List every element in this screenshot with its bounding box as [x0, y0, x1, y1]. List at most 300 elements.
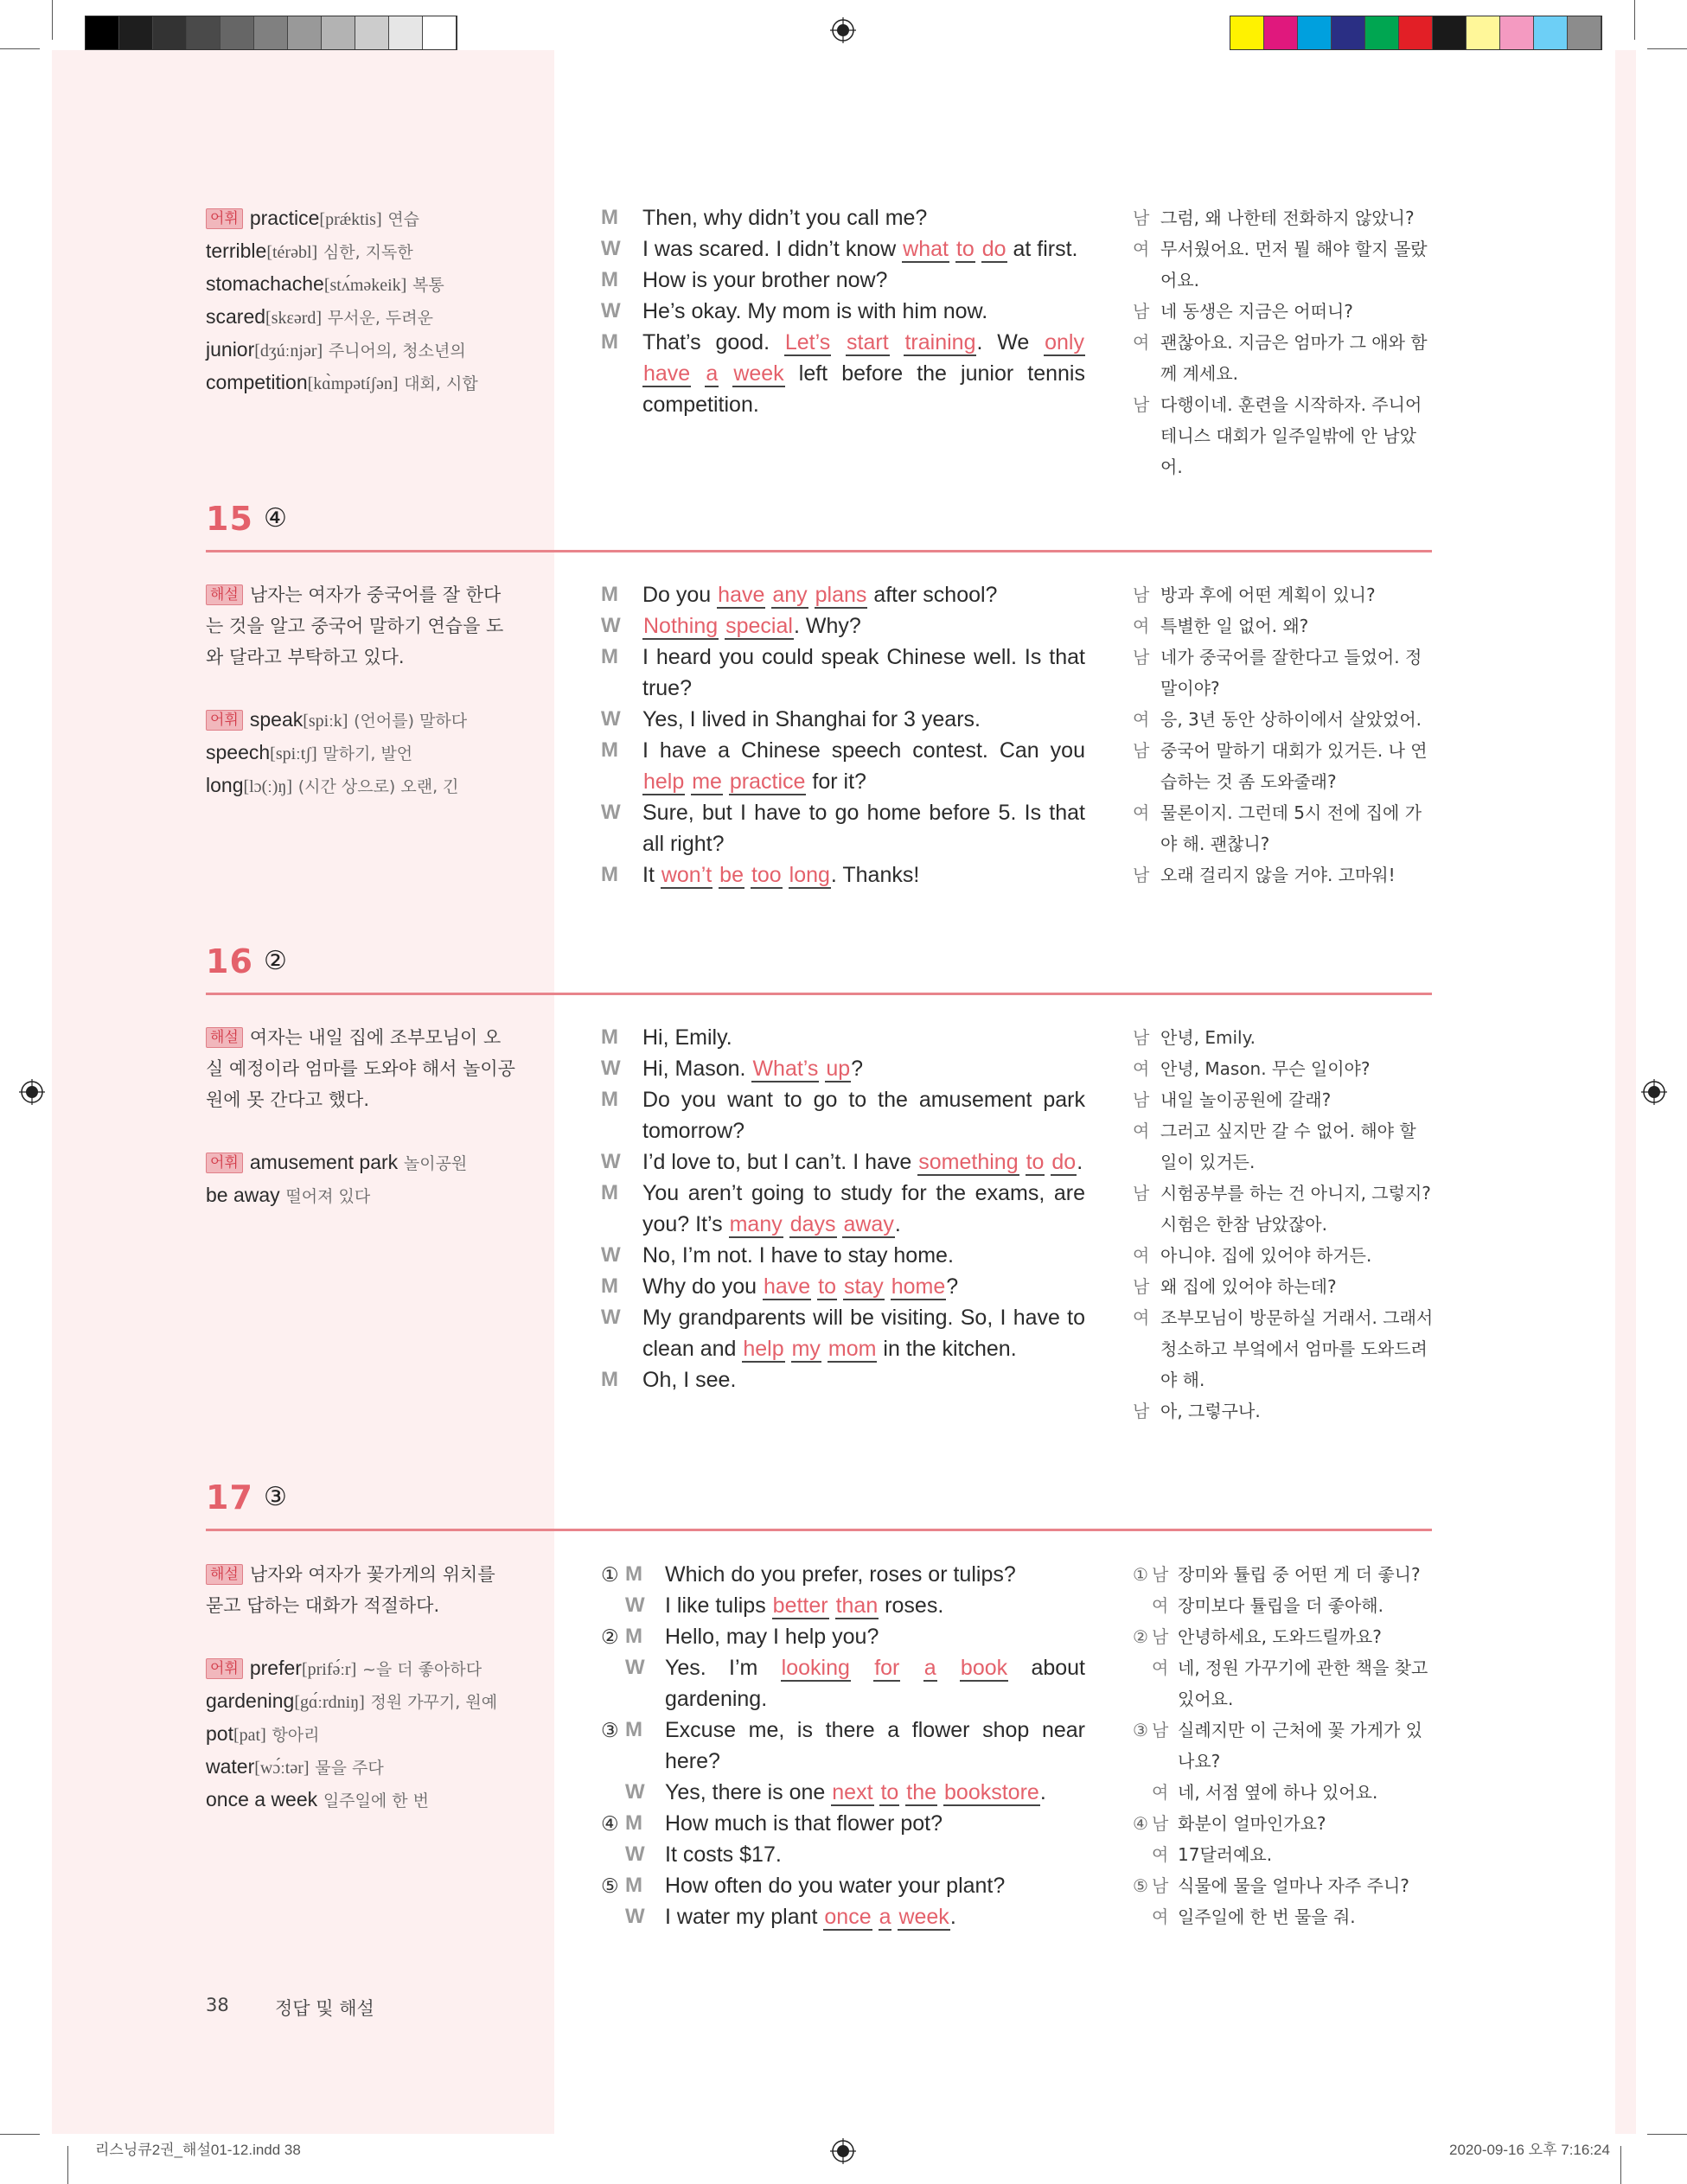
dialog-line: [601, 1178, 1085, 1240]
speaker-label: 여: [1152, 1782, 1169, 1803]
vocab-word: junior: [206, 338, 255, 361]
translation-text: 아, 그렇구나.: [1160, 1401, 1261, 1421]
translation-line: [1133, 704, 1435, 735]
translation-line: [1133, 1053, 1435, 1084]
dialog-text: I’d love to, but I can’t. I have: [642, 1150, 918, 1174]
vocab-word: speak: [249, 708, 304, 731]
translation-text: 조부모님이 방문하실 거래서. 그래서 청소하고 부엌에서 엄마를 도와드려야 해.: [1160, 1307, 1434, 1390]
speaker-label: 남: [1133, 301, 1150, 322]
vocab-ipa: [stʌ́məkeik]: [323, 276, 407, 295]
blank-answer: away: [843, 1212, 894, 1236]
crop-mark: [52, 0, 53, 40]
vocab-meaning: (언어를) 말하다: [354, 712, 468, 731]
speaker-label: W: [601, 1243, 621, 1267]
speaker-label: M: [625, 1718, 642, 1741]
translation-line: [1133, 1621, 1435, 1652]
speaker-label: 여: [1152, 1595, 1169, 1616]
dialog-text: I have a Chinese speech contest. Can you: [642, 738, 1085, 763]
blank-answer: have: [718, 583, 765, 607]
speaker-label: 여: [1133, 1121, 1150, 1141]
translation-line: [1133, 1901, 1435, 1932]
vocab-meaning: 대회, 시합: [404, 374, 478, 393]
color-swatch: [1500, 16, 1534, 49]
color-swatch: [1534, 16, 1568, 49]
dialog-text: He’s okay. My mom is with him now.: [642, 299, 988, 323]
vocab-meaning: 연습: [387, 210, 420, 229]
dialog-line: [601, 1590, 1085, 1621]
explanation-text: 남자와 여자가 꽃가게의 위치를 묻고 답하는 대화가 적절하다.: [206, 1564, 495, 1616]
color-swatch: [1230, 16, 1264, 49]
q16-dialog: [601, 1022, 1085, 1395]
speaker-label: M: [625, 1811, 642, 1835]
blank-answer: any: [772, 583, 808, 607]
q17-dialog: [601, 1559, 1085, 1932]
grayscale-color-bar: [85, 16, 457, 50]
dialog-text: after school?: [867, 583, 998, 607]
dialog-line: [601, 1777, 1085, 1808]
dialog-text: left before the junior tennis competition.: [642, 361, 1085, 417]
gray-swatch: [153, 16, 187, 49]
dialog-text: Sure, but I have to go home before 5. Is that all right?: [642, 801, 1085, 856]
explanation-text: 남자는 여자가 중국어를 잘 한다는 것을 알고 중국어 말하기 연습을 도와 달라고 부탁하고 있다.: [206, 584, 504, 667]
vocab-word: pot: [206, 1722, 233, 1745]
blank-answer: home: [891, 1274, 946, 1299]
speaker-label: W: [625, 1780, 645, 1804]
speaker-label: 여: [1152, 1844, 1169, 1865]
speaker-label: M: [601, 330, 618, 354]
blank-answer: what: [903, 237, 949, 261]
crop-mark: [0, 2134, 40, 2135]
dialog-line: [601, 642, 1085, 704]
speaker-label: M: [601, 1181, 618, 1204]
choice-number: ②: [601, 1625, 619, 1648]
gray-swatch: [119, 16, 153, 49]
vocab-tag: 어휘: [206, 1153, 243, 1173]
speaker-label: W: [601, 1306, 621, 1329]
translation-text: 장미와 튤립 중 어떤 게 더 좋니?: [1178, 1564, 1421, 1585]
blank-answer: mom: [828, 1337, 877, 1361]
translation-line: [1133, 1395, 1435, 1427]
speaker-label: 여: [1133, 1307, 1150, 1328]
answer-choice: ③: [264, 1482, 287, 1512]
choice-number: ③: [601, 1719, 619, 1741]
translation-line: [1133, 1084, 1435, 1115]
speaker-label: W: [601, 801, 621, 824]
crop-mark: [67, 2146, 68, 2184]
dialog-text: ?: [946, 1274, 959, 1299]
color-swatch: [1298, 16, 1332, 49]
speaker-label: M: [601, 1025, 618, 1049]
dialog-text: My grandparents will be visiting. So, I have to clean and: [642, 1306, 1085, 1361]
blank-answer: special: [725, 614, 793, 638]
speaker-label: 남: [1133, 1401, 1150, 1421]
top-vocab-box: [206, 202, 517, 399]
speaker-label: 남: [1133, 740, 1150, 761]
choice-number: ①: [601, 1563, 619, 1586]
vocab-ipa: [prǽktis]: [319, 210, 382, 229]
dialog-text: I like tulips: [665, 1593, 772, 1618]
translation-text: 방과 후에 어떤 계획이 있니?: [1160, 584, 1376, 605]
q17-korean-translation: [1133, 1559, 1435, 1932]
speaker-label: 남: [1133, 647, 1150, 667]
vocab-tag: 어휘: [206, 208, 243, 229]
translation-line: [1133, 327, 1435, 389]
translation-text: 응, 3년 동안 상하이에서 살았었어.: [1160, 709, 1422, 730]
choice-number: ⑤: [1133, 1875, 1148, 1896]
gray-swatch: [389, 16, 423, 49]
translation-line: [1133, 389, 1435, 482]
color-swatch: [1399, 16, 1433, 49]
translation-text: 안녕, Mason. 무슨 일이야?: [1160, 1058, 1371, 1079]
gray-swatch: [322, 16, 355, 49]
dialog-text: Hello, may I help you?: [665, 1625, 879, 1649]
dialog-text: How often do you water your plant?: [665, 1874, 1006, 1898]
translation-text: 네가 중국어를 잘한다고 들었어. 정말이야?: [1160, 647, 1422, 699]
blank-answer: looking: [781, 1656, 850, 1680]
blank-answer: a: [706, 361, 719, 386]
vocab-word: gardening: [206, 1689, 295, 1712]
registration-mark-icon: [1641, 1079, 1667, 1105]
translation-line: [1133, 1590, 1435, 1621]
speaker-label: 여: [1133, 1058, 1150, 1079]
print-file-info: 리스닝큐2권_해설01-12.indd 38: [95, 2142, 301, 2158]
translation-line: [1133, 296, 1435, 327]
choice-number: ③: [1133, 1720, 1148, 1740]
explanation-tag: 해설: [206, 1564, 243, 1585]
choice-number: ②: [1133, 1626, 1148, 1647]
vocab-word: competition: [206, 371, 308, 393]
translation-line: [1133, 1022, 1435, 1053]
dialog-line: [601, 797, 1085, 859]
dialog-line: [601, 1808, 1085, 1839]
dialog-line: [601, 1901, 1085, 1932]
dialog-text: about gardening.: [665, 1656, 1086, 1711]
translation-line: [1133, 797, 1435, 859]
speaker-label: M: [625, 1562, 642, 1586]
translation-text: 실례지만 이 근처에 꽃 가게가 있나요?: [1178, 1720, 1422, 1772]
translation-text: 장미보다 튤립을 더 좋아해.: [1178, 1595, 1383, 1616]
dialog-text: It: [642, 863, 661, 887]
blank-answer: week: [733, 361, 784, 386]
dialog-text: I water my plant: [665, 1905, 824, 1929]
vocab-word: prefer: [249, 1657, 302, 1679]
blank-answer: better: [772, 1593, 828, 1618]
dialog-line: [601, 265, 1085, 296]
speaker-label: W: [625, 1842, 645, 1866]
dialog-text: Why do you: [642, 1274, 763, 1299]
dialog-text: I heard you could speak Chinese well. Is that true?: [642, 645, 1085, 700]
dialog-text: Which do you prefer, roses or tulips?: [665, 1562, 1016, 1587]
vocab-word: scared: [206, 305, 266, 328]
section-divider: [206, 993, 1432, 995]
blank-answer: stay: [843, 1274, 884, 1299]
dialog-text: in the kitchen.: [877, 1337, 1017, 1361]
dialog-line: [601, 233, 1085, 265]
translation-line: [1133, 642, 1435, 704]
blank-answer: to: [880, 1780, 899, 1804]
color-swatch: [1332, 16, 1365, 49]
translation-text: 안녕하세요, 도와드릴까요?: [1178, 1626, 1382, 1647]
speaker-label: 남: [1152, 1813, 1169, 1834]
dialog-text: ?: [851, 1057, 864, 1081]
translation-line: [1133, 579, 1435, 610]
dialog-text: That’s good.: [642, 330, 784, 354]
vocab-meaning: 무서운, 두려운: [327, 309, 433, 328]
dialog-line: [601, 1364, 1085, 1395]
translation-line: [1133, 1839, 1435, 1870]
blank-answer: a: [923, 1656, 936, 1680]
dialog-text: .: [1077, 1150, 1083, 1174]
dialog-text: Yes. I’m: [665, 1656, 781, 1680]
dialog-line: [601, 1146, 1085, 1178]
speaker-label: M: [601, 1274, 618, 1298]
vocab-word: terrible: [206, 239, 267, 262]
registration-mark-icon: [19, 1079, 45, 1105]
blank-answer: What’s: [752, 1057, 819, 1081]
dialog-text: Do you want to go to the amusement park tomorrow?: [642, 1088, 1085, 1143]
dialog-text: No, I’m not. I have to stay home.: [642, 1243, 954, 1268]
color-swatch: [1264, 16, 1298, 49]
speaker-label: 남: [1133, 1183, 1150, 1204]
dialog-text: .: [894, 1212, 901, 1236]
dialog-line: [601, 1240, 1085, 1271]
speaker-label: 여: [1133, 616, 1150, 636]
blank-answer: week: [898, 1905, 949, 1929]
translation-line: [1133, 233, 1435, 296]
blank-answer: me: [692, 770, 722, 794]
dialog-line: [601, 1271, 1085, 1302]
dialog-line: [601, 704, 1085, 735]
vocab-word: speech: [206, 741, 271, 763]
dialog-line: [601, 1715, 1085, 1777]
vocab-meaning: (시간 상으로) 오랜, 긴: [297, 777, 459, 796]
speaker-label: 여: [1152, 1906, 1169, 1927]
translation-text: 네, 정원 가꾸기에 관한 책을 찾고 있어요.: [1178, 1657, 1428, 1709]
speaker-label: 여: [1133, 239, 1150, 259]
speaker-label: M: [601, 1368, 618, 1391]
dialog-text: You aren’t going to study for the exams, are you? It’s: [642, 1181, 1085, 1236]
blank-answer: to: [955, 237, 974, 261]
vocab-ipa: [kɑ̀mpətíʃən]: [307, 374, 399, 393]
registration-mark-icon: [830, 2138, 856, 2164]
translation-line: [1133, 859, 1435, 891]
translation-line: [1133, 1808, 1435, 1839]
speaker-label: 남: [1152, 1626, 1169, 1647]
translation-text: 일주일에 한 번 물을 줘.: [1178, 1906, 1356, 1927]
crop-mark: [0, 48, 40, 49]
q16-sidebar: [206, 1022, 517, 1212]
speaker-label: 남: [1133, 1276, 1150, 1297]
blank-answer: have: [643, 361, 691, 386]
dialog-line: [601, 327, 1085, 420]
color-swatch: [1568, 16, 1601, 49]
dialog-line: [601, 1839, 1085, 1870]
translation-text: 내일 놀이공원에 갈래?: [1160, 1089, 1332, 1110]
speaker-label: 여: [1133, 332, 1150, 353]
vocab-word: practice: [249, 207, 320, 229]
dialog-line: [601, 610, 1085, 642]
speaker-label: 남: [1133, 1089, 1150, 1110]
color-swatch: [1467, 16, 1500, 49]
translation-text: 중국어 말하기 대회가 있거든. 나 연습하는 것 좀 도와줄래?: [1160, 740, 1428, 792]
vocab-meaning: 놀이공원: [403, 1154, 468, 1173]
blank-answer: to: [818, 1274, 836, 1299]
gray-swatch: [86, 16, 119, 49]
dialog-text: How is your brother now?: [642, 268, 888, 292]
speaker-label: 여: [1133, 709, 1150, 730]
translation-text: 화분이 얼마인가요?: [1178, 1813, 1326, 1834]
dialog-line: [601, 1022, 1085, 1053]
dialog-text: Hi, Emily.: [642, 1025, 732, 1050]
translation-line: [1133, 1240, 1435, 1271]
dialog-text: roses.: [879, 1593, 944, 1618]
speaker-label: M: [601, 738, 618, 762]
explanation-tag: 해설: [206, 584, 243, 605]
dialog-text: Excuse me, is there a flower shop near here?: [665, 1718, 1085, 1773]
blank-answer: Let’s: [784, 330, 831, 354]
q15-dialog: [601, 579, 1085, 891]
vocab-word: amusement park: [249, 1151, 399, 1173]
vocab-ipa: [skɛərd]: [265, 309, 323, 328]
dialog-line: [601, 1302, 1085, 1364]
translation-text: 물론이지. 그런데 5시 전에 집에 가야 해. 괜찮니?: [1160, 802, 1422, 854]
blank-answer: once: [824, 1905, 872, 1929]
dialog-text: Then, why didn’t you call me?: [642, 206, 928, 230]
translation-text: 다행이네. 훈련을 시작하자. 주니어 테니스 대회가 일주일밖에 안 남았어.: [1160, 394, 1422, 477]
vocab-meaning: 물을 주다: [315, 1759, 384, 1778]
vocab-ipa: [gɑ́ːrdniŋ]: [294, 1693, 365, 1712]
q15-korean-translation: [1133, 579, 1435, 891]
speaker-label: M: [625, 1625, 642, 1648]
speaker-label: M: [601, 268, 618, 291]
blank-answer: many: [729, 1212, 783, 1236]
q15-sidebar: [206, 579, 517, 802]
blank-answer: the: [906, 1780, 937, 1804]
translation-line: [1133, 1178, 1435, 1240]
translation-line: [1133, 1115, 1435, 1178]
speaker-label: 남: [1152, 1720, 1169, 1740]
translation-line: [1133, 1870, 1435, 1901]
section-divider: [206, 550, 1432, 552]
dialog-text: Oh, I see.: [642, 1368, 737, 1392]
top-dialog: [601, 202, 1085, 420]
blank-answer: have: [763, 1274, 811, 1299]
translation-line: [1133, 1271, 1435, 1302]
speaker-label: 남: [1152, 1564, 1169, 1585]
vocab-meaning: ~을 더 좋아하다: [361, 1660, 482, 1679]
speaker-label: W: [625, 1905, 645, 1928]
vocab-meaning: 항아리: [272, 1726, 320, 1745]
speaker-label: W: [601, 614, 621, 637]
translation-line: [1133, 1777, 1435, 1808]
explanation-text: 여자는 내일 집에 조부모님이 오실 예정이라 엄마를 도와야 해서 놀이공원에 못 간다고 했다.: [206, 1027, 515, 1110]
blank-answer: too: [751, 863, 782, 887]
vocab-ipa: [wɔ́ːtər]: [254, 1759, 310, 1778]
dialog-line: [601, 296, 1085, 327]
blank-answer: my: [791, 1337, 821, 1361]
gray-swatch: [288, 16, 322, 49]
blank-answer: be: [719, 863, 744, 887]
dialog-text: at first.: [1006, 237, 1078, 261]
dialog-text: I was scared. I didn’t know: [642, 237, 903, 261]
q16-korean-translation: [1133, 1022, 1435, 1427]
right-margin-strip: [1615, 50, 1636, 2134]
translation-text: 무서웠어요. 먼저 뭘 해야 할지 몰랐어요.: [1160, 239, 1428, 291]
speaker-label: W: [625, 1656, 645, 1679]
speaker-label: 여: [1133, 1245, 1150, 1266]
speaker-label: 남: [1133, 394, 1150, 415]
section-divider: [206, 1529, 1432, 1531]
gray-swatch: [355, 16, 389, 49]
choice-number: ④: [601, 1812, 619, 1835]
speaker-label: W: [601, 299, 621, 322]
gray-swatch: [220, 16, 254, 49]
vocab-meaning: 떨어져 있다: [285, 1187, 371, 1206]
vocab-ipa: [pat]: [233, 1726, 266, 1745]
translation-text: 식물에 물을 얼마나 자주 주니?: [1178, 1875, 1409, 1896]
dialog-text: . We: [976, 330, 1045, 354]
speaker-label: W: [601, 1057, 621, 1080]
translation-text: 특별한 일 없어. 왜?: [1160, 616, 1309, 636]
dialog-text: .: [949, 1905, 956, 1929]
vocab-meaning: 심한, 지독한: [323, 243, 413, 262]
vocab-word: stomachache: [206, 272, 324, 295]
speaker-label: M: [625, 1874, 642, 1897]
blank-answer: long: [789, 863, 830, 887]
vocab-ipa: [spiːtʃ]: [270, 744, 317, 763]
vocab-ipa: [spiːk]: [303, 712, 348, 731]
speaker-label: 남: [1133, 1027, 1150, 1048]
print-timestamp: 2020-09-16 오후 7:16:24: [1449, 2142, 1610, 2158]
answer-choice: ②: [264, 946, 287, 976]
footer-title: 정답 및 해설: [275, 1998, 374, 2019]
vocab-meaning: 정원 가꾸기, 원예: [370, 1693, 498, 1712]
vocab-ipa: [prifə́ːr]: [301, 1660, 357, 1679]
translation-text: 네, 서점 옆에 하나 있어요.: [1178, 1782, 1378, 1803]
dialog-line: [601, 735, 1085, 797]
vocab-tag: 어휘: [206, 1658, 243, 1679]
blank-answer: won’t: [661, 863, 713, 887]
translation-line: [1133, 735, 1435, 797]
vocab-meaning: 말하기, 발언: [323, 744, 413, 763]
vocab-meaning: 복통: [412, 276, 444, 295]
dialog-line: [601, 1084, 1085, 1146]
explanation-tag: 해설: [206, 1027, 243, 1048]
blank-answer: practice: [729, 770, 806, 794]
speaker-label: 여: [1152, 1657, 1169, 1678]
page-number: 38: [206, 1995, 229, 2015]
gray-swatch: [423, 16, 457, 49]
crop-mark: [1647, 48, 1687, 49]
dialog-text: Hi, Mason.: [642, 1057, 752, 1081]
translation-text: 그럼, 왜 나한테 전화하지 않았니?: [1160, 208, 1415, 228]
blank-answer: a: [879, 1905, 891, 1929]
translation-text: 17달러예요.: [1178, 1844, 1273, 1865]
top-korean-translation: [1133, 202, 1435, 482]
blank-answer: bookstore: [944, 1780, 1039, 1804]
dialog-line: [601, 1053, 1085, 1084]
vocab-ipa: [lɔ(ː)ŋ]: [243, 777, 293, 796]
speaker-label: W: [601, 1150, 621, 1173]
blank-answer: to: [1026, 1150, 1045, 1174]
gray-swatch: [187, 16, 220, 49]
question-number: 15: [206, 500, 253, 538]
vocab-tag: 어휘: [206, 710, 243, 731]
speaker-label: 남: [1133, 208, 1150, 228]
translation-text: 왜 집에 있어야 하는데?: [1160, 1276, 1337, 1297]
blank-answer: help: [643, 770, 685, 794]
speaker-label: 남: [1152, 1875, 1169, 1896]
